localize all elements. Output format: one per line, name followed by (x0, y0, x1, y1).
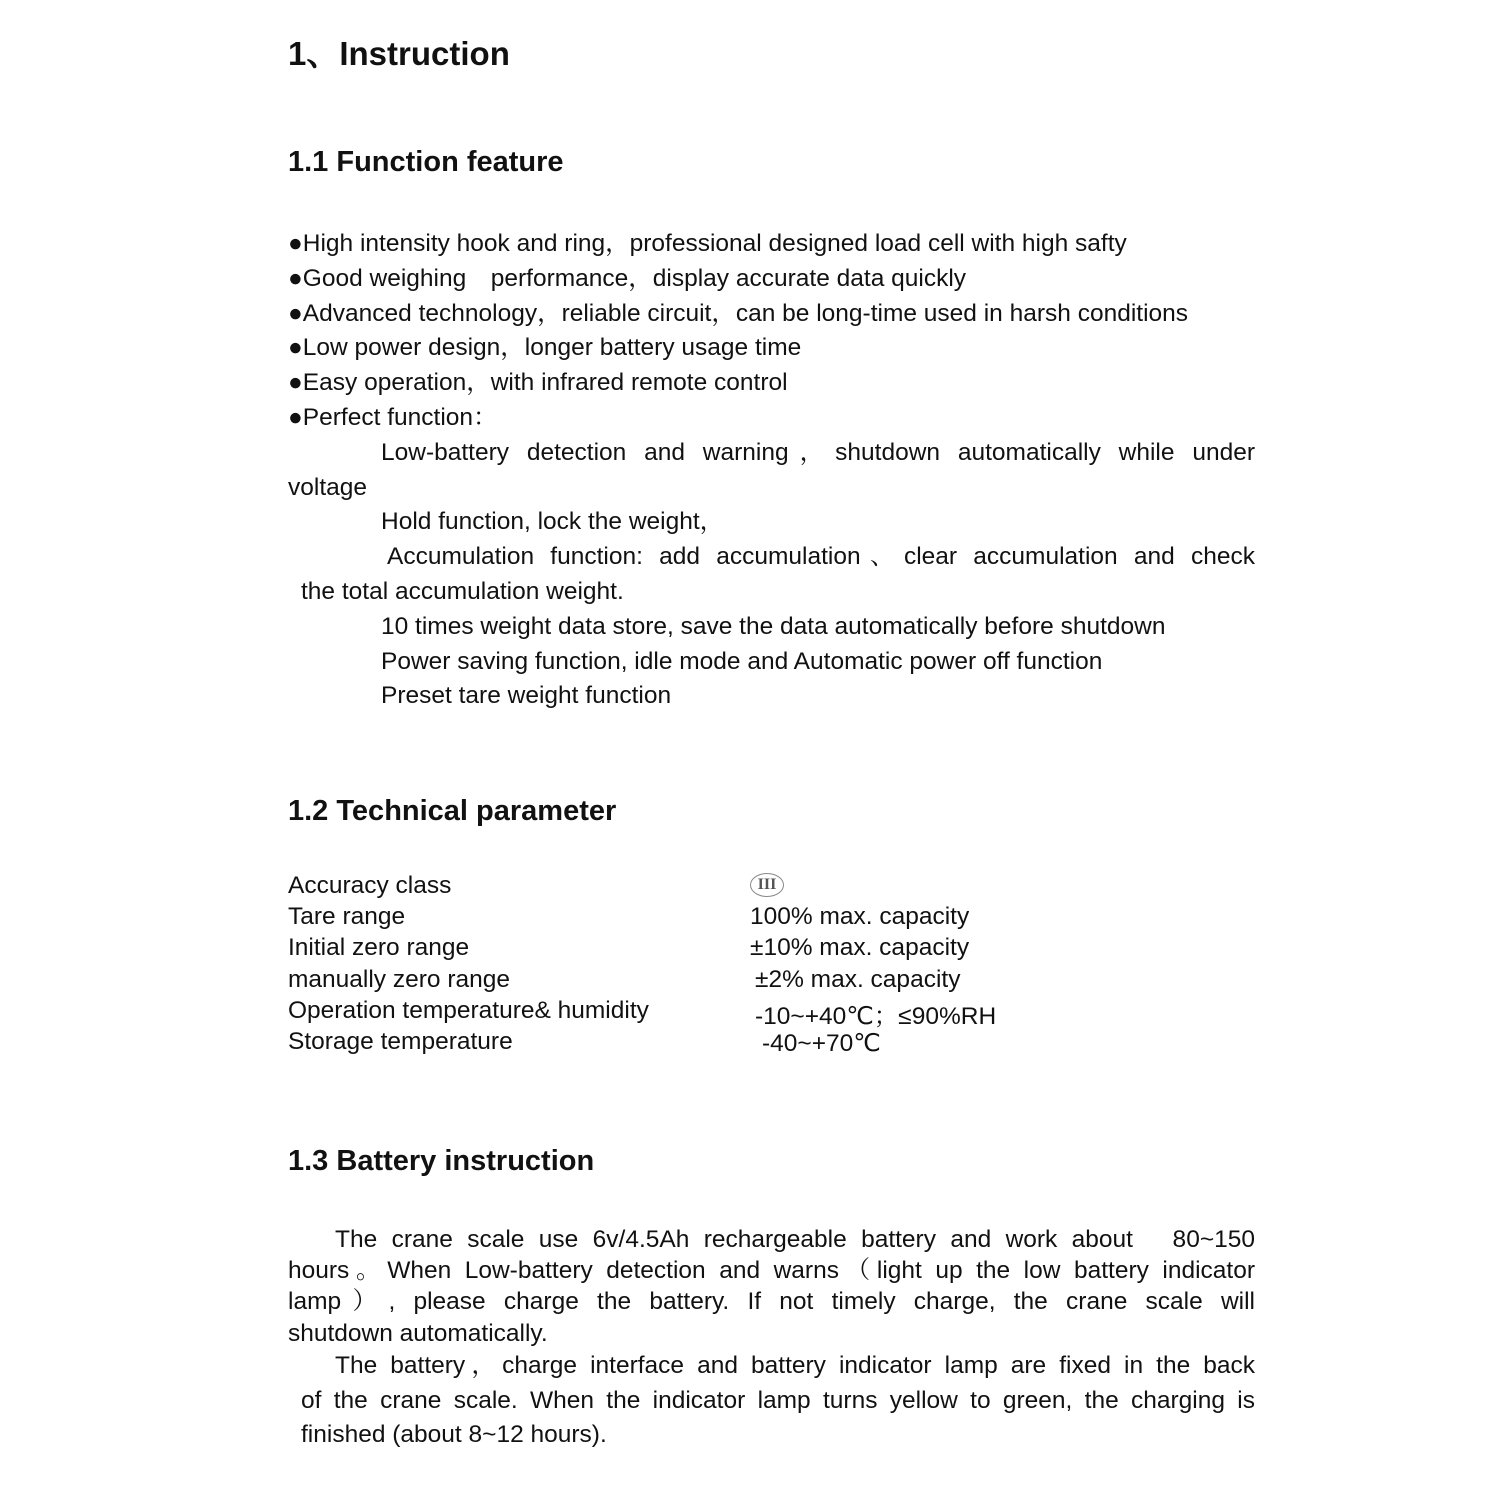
param-value: ±2% max. capacity (755, 965, 961, 993)
list-item: ●Low power design，longer battery usage time (288, 334, 802, 362)
param-label: Initial zero range (288, 934, 470, 962)
param-value (750, 868, 784, 897)
paragraph-line (288, 1286, 1255, 1317)
battery-instruction-text (288, 1224, 1255, 1453)
perfect-function-item (288, 436, 1255, 471)
param-label: Storage temperature (288, 1027, 513, 1055)
list-item: ●Easy operation，with infrared remote control (288, 369, 788, 397)
accuracy-class-mark: III (750, 873, 784, 897)
section-heading-battery-instruction: 1.3 Battery instruction (288, 1145, 595, 1177)
param-value: -10~+40℃；≤90%RH (755, 1002, 997, 1030)
param-value: ±10% max. capacity (750, 934, 970, 962)
perfect-function-item: 10 times weight data store, save the data automatically before shutdown (381, 612, 1166, 640)
param-value: 100% max. capacity (750, 903, 970, 931)
param-label: Operation temperature& humidity (288, 996, 649, 1024)
battery-p1-line2: hours。When Low-battery detection and warns（light up the low battery indicator (288, 1257, 1255, 1285)
list-item: ●Good weighing performance，display accurate data quickly (288, 264, 967, 292)
param-label: Tare range (288, 903, 406, 931)
perfect-function-item: Hold function, lock the weight， (381, 508, 725, 536)
perfect-function-item: Power saving function, idle mode and Automatic power off function (381, 647, 1103, 675)
perfect-low-battery-text: Low-battery detection and warning，shutdown automatically while under (381, 438, 1255, 466)
list-item: ●Perfect function： (288, 403, 498, 431)
battery-p2-line1: The battery，charge interface and battery indicator lamp are fixed in the back (335, 1351, 1255, 1379)
paragraph-line (288, 1349, 1255, 1384)
battery-p2-line3: finished (about 8~12 hours). (301, 1421, 607, 1449)
battery-p1-line4: shutdown automatically. (288, 1319, 548, 1347)
section-heading-function-feature: 1.1 Function feature (288, 146, 564, 178)
page-title: 1、Instruction (288, 35, 510, 72)
function-feature-list (288, 227, 1255, 714)
perfect-function-item: Preset tare weight function (381, 682, 672, 710)
param-label: Accuracy class (288, 872, 452, 899)
battery-p1-line1: The crane scale use 6v/4.5Ah rechargeable battery and work about 80~150 (335, 1226, 1255, 1253)
paragraph-line (288, 1384, 1255, 1419)
perfect-function-item-continued: voltage (288, 473, 368, 501)
perfect-function-item-continued: the total accumulation weight. (301, 577, 624, 605)
paragraph-line (288, 1224, 1255, 1255)
section-heading-technical-parameter: 1.2 Technical parameter (288, 795, 617, 827)
paragraph-line (288, 1255, 1255, 1286)
list-item: ●High intensity hook and ring，professional designed load cell with high safty (288, 230, 1127, 257)
param-label: manually zero range (288, 965, 510, 993)
param-value: -40~+70℃ (762, 1029, 881, 1057)
perfect-function-item (288, 540, 1255, 575)
list-item: ●Advanced technology，reliable circuit，can be long-time used in harsh conditions (288, 299, 1189, 327)
perfect-accumulation-text: Accumulation function: add accumulation、clear accumulation and check (387, 543, 1255, 571)
battery-p1-line3: lamp）, please charge the battery. If not timely charge, the crane scale will (288, 1288, 1255, 1316)
battery-p2-line2: of the crane scale. When the indicator lamp turns yellow to green, the charging is (301, 1386, 1255, 1414)
